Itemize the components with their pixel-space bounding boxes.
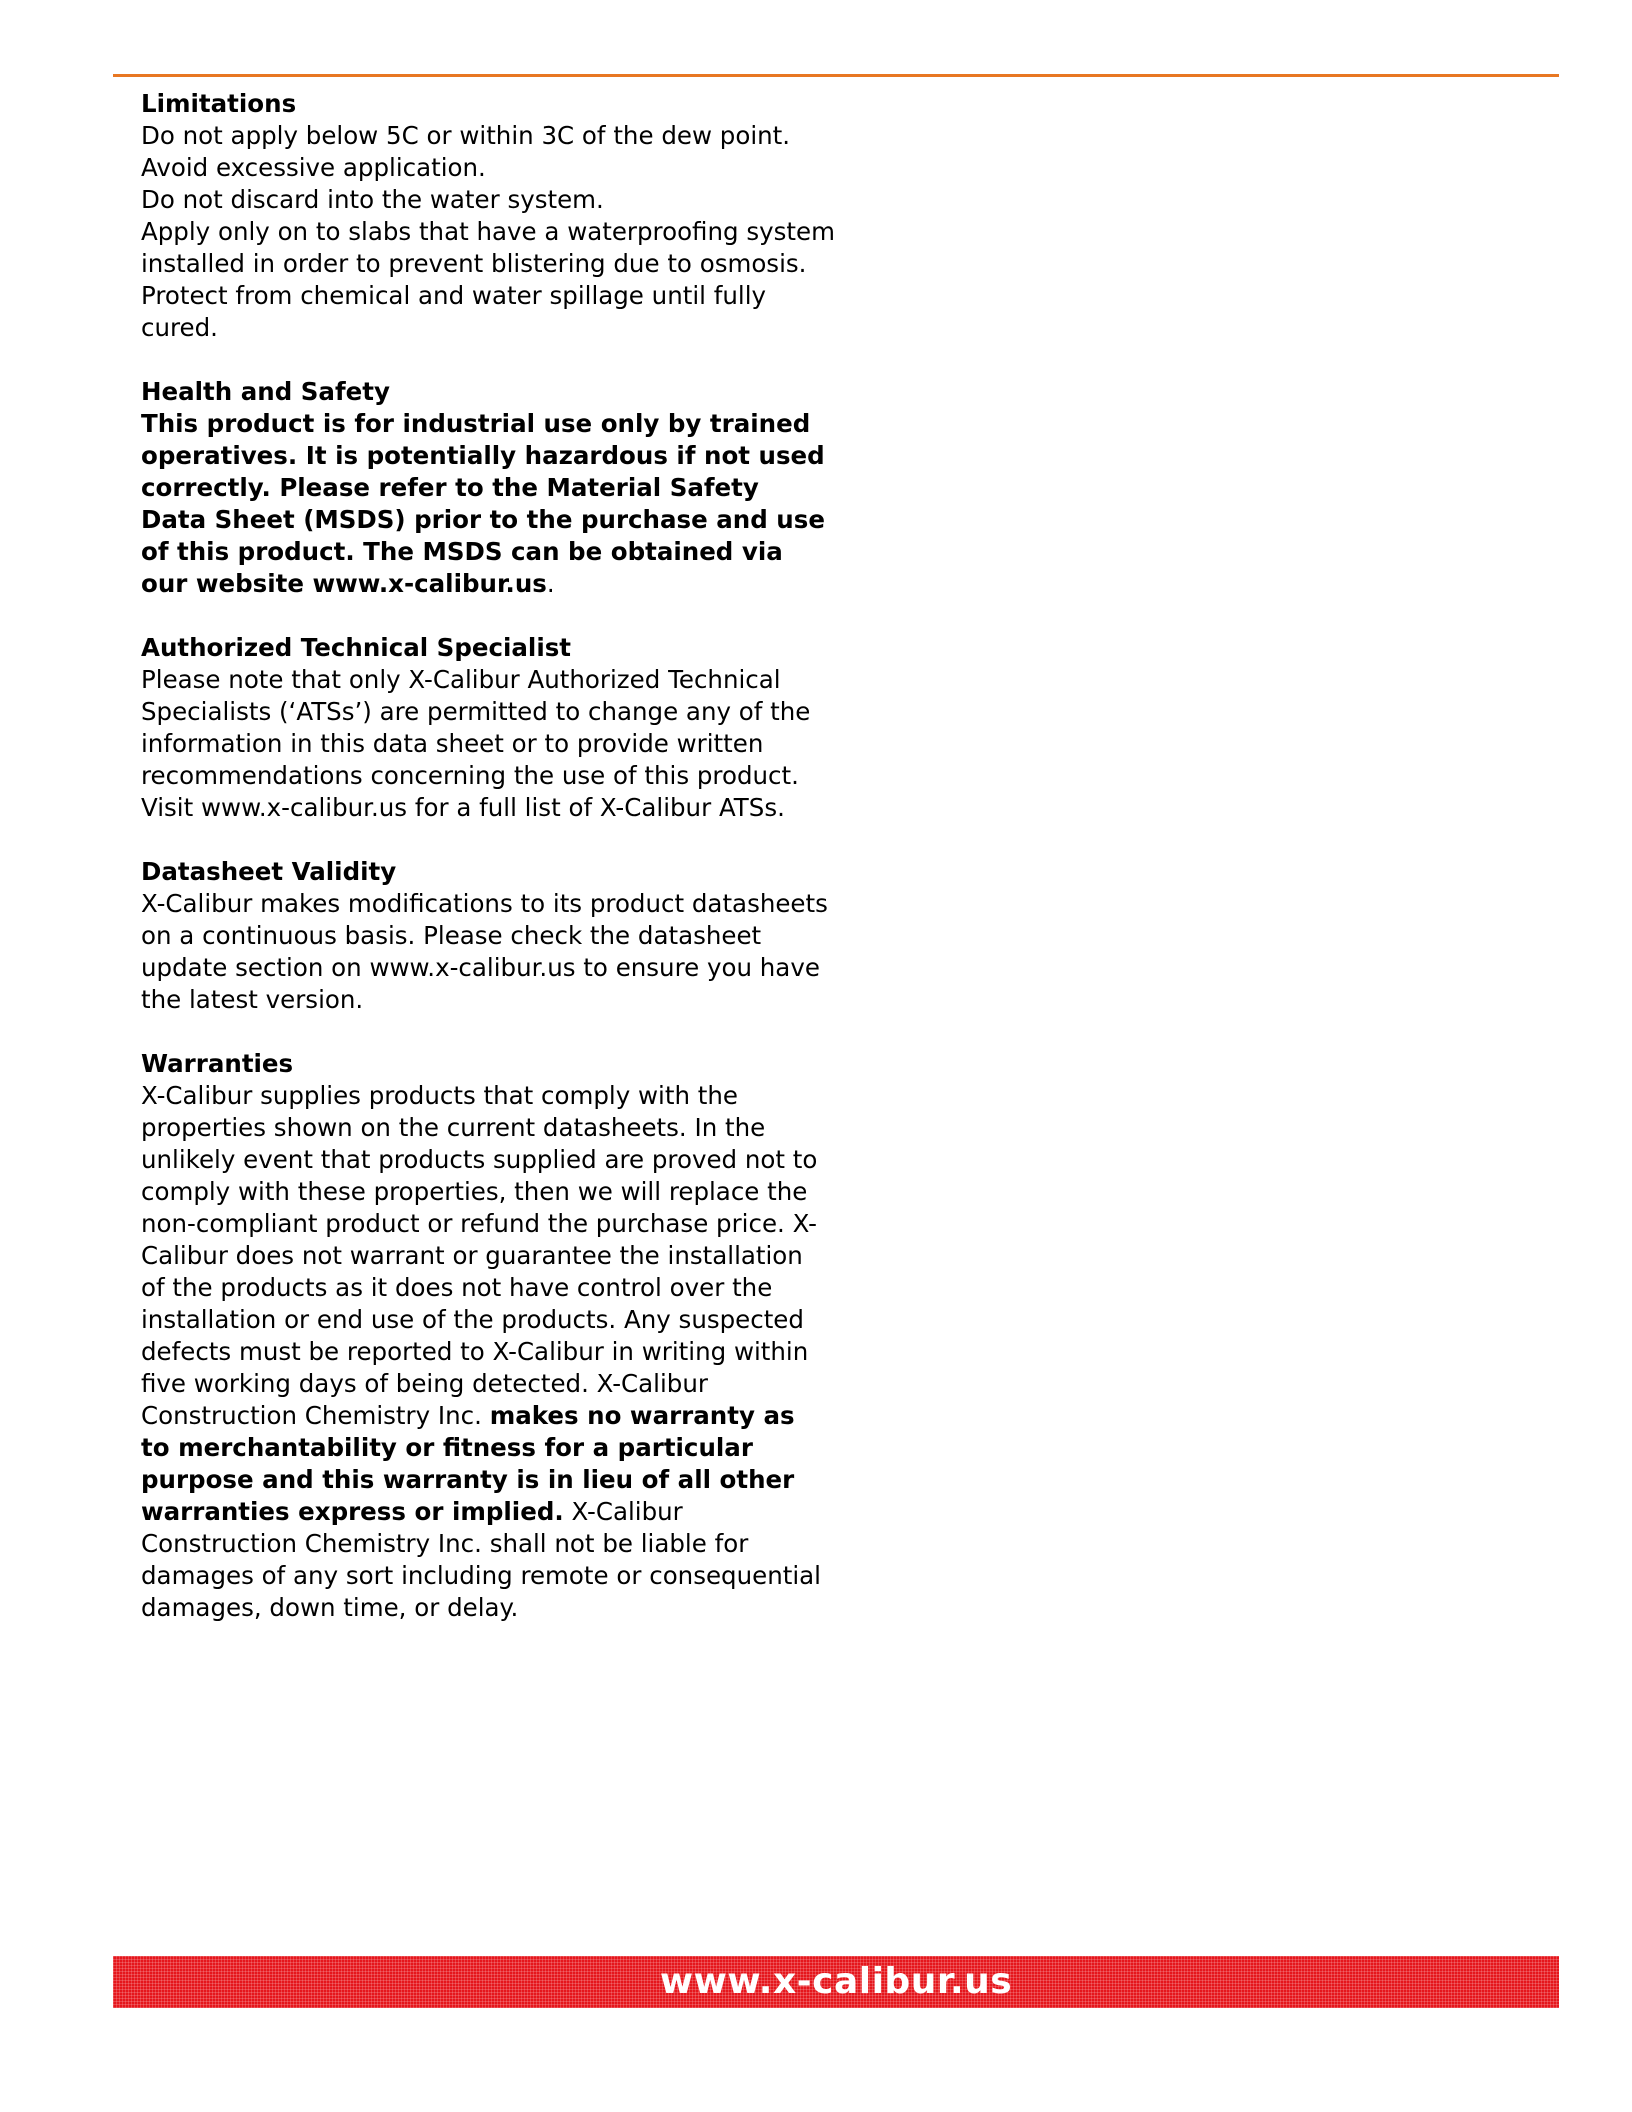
datasheet-validity-heading: Datasheet Validity (141, 857, 397, 886)
health-safety-text (141, 408, 831, 600)
limitations-line: Protect from chemical and water spillage until fully (141, 281, 767, 310)
technical-specialist-heading: Authorized Technical Specialist (141, 633, 572, 662)
footer-bar (113, 1956, 1559, 2008)
limitations-line: Do not discard into the water system. (141, 185, 604, 214)
footer-website-link[interactable]: www.x-calibur.us (659, 1961, 1013, 2002)
limitations-heading: Limitations (141, 89, 297, 118)
limitations-section (141, 88, 835, 344)
warranties-heading: Warranties (141, 1049, 294, 1078)
limitations-line: Apply only on to slabs that have a waterproofing system (141, 217, 835, 246)
warranties-section (141, 1048, 831, 1624)
warranties-text (141, 1080, 831, 1624)
limitations-line: installed in order to prevent blistering due to osmosis. (141, 249, 807, 278)
health-safety-heading: Health and Safety (141, 377, 390, 406)
limitations-line: Avoid excessive application. (141, 153, 486, 182)
health-safety-section (141, 376, 831, 600)
health-safety-period: . (546, 569, 555, 598)
datasheet-body (141, 88, 835, 1656)
health-safety-warning: This product is for industrial use only by trained operatives. It is potentially hazardous if not used correctly. Please refer to the Material Safety Data Sheet (MSDS) prior to the purchase and use of this product. The MSDS can be obtained via our website www.x-calibur.us (141, 409, 825, 598)
top-divider (113, 74, 1559, 77)
warranties-disclaimer: makes no warranty as to merchantability or fitness for a particular purpose and this warranty is in lieu of all other warranties express or implied. (141, 1401, 795, 1526)
datasheet-validity-text: X-Calibur makes modifications to its product datasheets on a continuous basis. Please check the datasheet update section on www.x-calibur.us to ensure you have the latest version. (141, 889, 828, 1014)
warranties-text-end: X-Calibur Construction Chemistry Inc. shall not be liable for damages of any sort including remote or consequential damages, down time, or delay. (141, 1497, 821, 1622)
technical-specialist-section (141, 632, 831, 824)
limitations-line: cured. (141, 313, 218, 342)
datasheet-validity-section (141, 856, 831, 1016)
warranties-text-start: X-Calibur supplies products that comply with the properties shown on the current datasheets. In the unlikely event that products supplied are proved not to comply with these properties, then we will replace the non-compliant product or refund the purchase price. X-Calibur does not warrant or guarantee the installation of the products as it does not have control over the installation or end use of the products. Any suspected defects must be reported to X-Calibur in writing within five working days of being detected. X-Calibur Construction Chemistry Inc. (141, 1081, 818, 1430)
technical-specialist-text: Please note that only X-Calibur Authorized Technical Specialists (‘ATSs’) are permitted to change any of the information in this data sheet or to provide written recommendations concerning the use of this product. Visit www.x-calibur.us for a full list of X-Calibur ATSs. (141, 665, 811, 822)
limitations-line: Do not apply below 5C or within 3C of the dew point. (141, 121, 791, 150)
